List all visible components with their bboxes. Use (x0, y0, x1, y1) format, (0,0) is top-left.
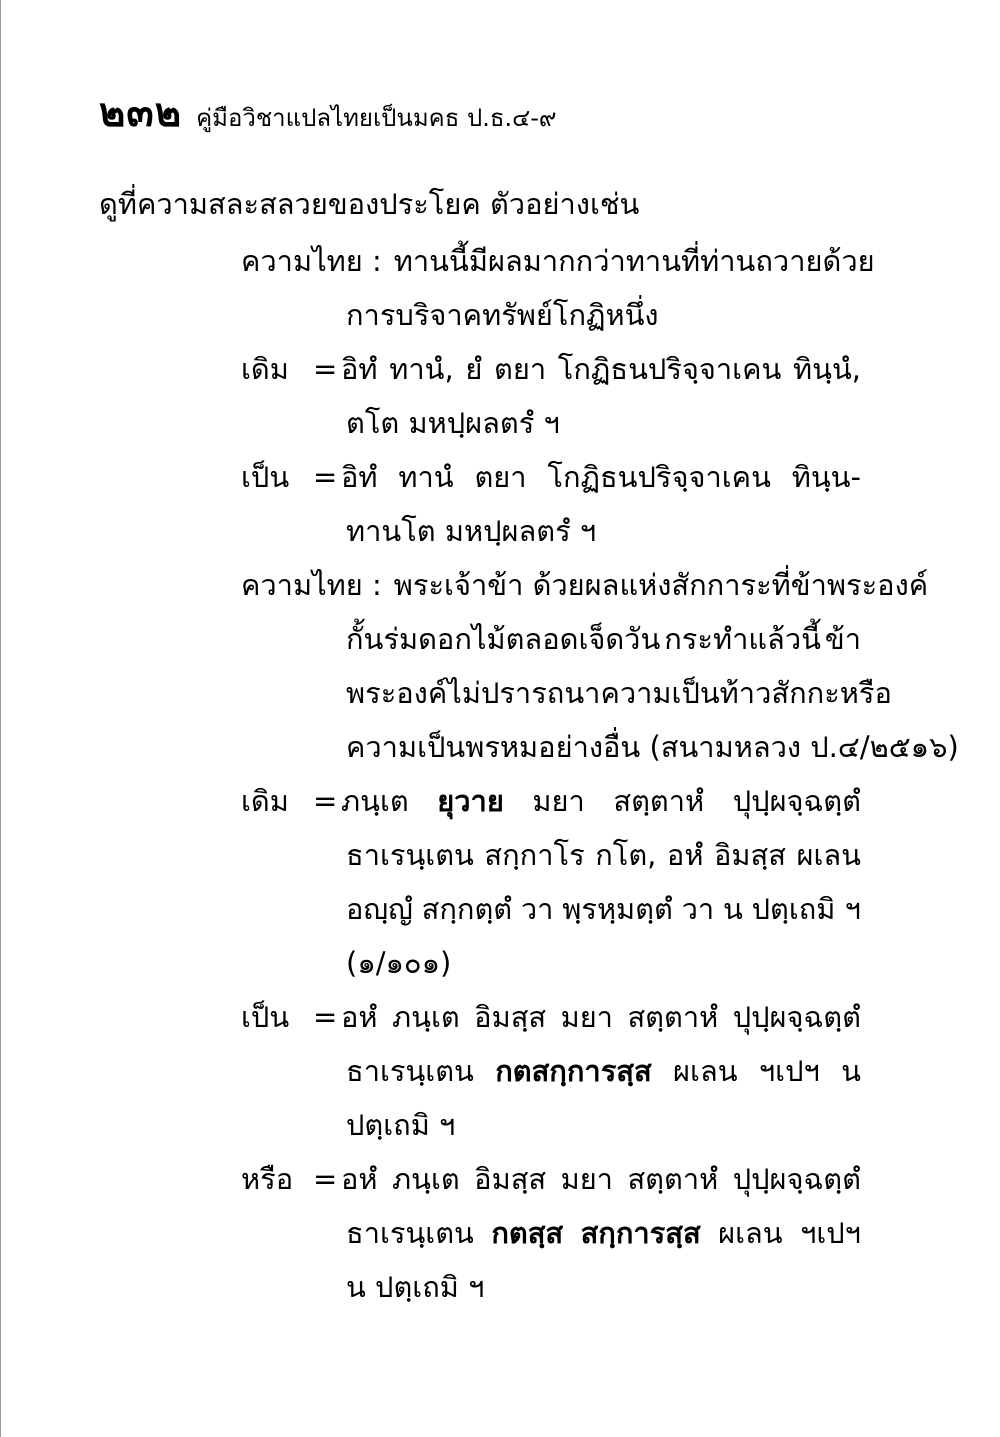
example-2 (241, 558, 959, 1314)
pali-text: อิทํ ทานํ ตยา โกฏิธนปริจฺจาเคน ทินฺน- (341, 460, 861, 494)
label-thai: ความไทย : (241, 568, 382, 602)
original-line (241, 774, 861, 828)
emphasized-word: กตสฺส (491, 1216, 564, 1250)
pali-text: อหํ ภนฺเต อิมสฺส มยา สตฺตาหํ ปุปฺผจฺฉตฺตํ (341, 1162, 861, 1196)
book-title: คู่มือวิชาแปลไทยเป็นมคธ ป.ธ.๔-๙ (196, 104, 557, 132)
pali-line: ธาเรนฺเตน สกฺกาโร กโต, อหํ อิมสฺส ผเลน (346, 838, 861, 872)
pali-line: ปตฺเถมิ ฯ (346, 1108, 456, 1142)
equals-sign: = (313, 1000, 338, 1034)
thai-translation-line: พระองค์ไม่ปรารถนาความเป็นท้าวสักกะ หรือ (346, 676, 892, 710)
alternative-line (241, 1152, 861, 1206)
pali-line: ธาเรนฺเตน กตสฺส สกฺการสฺส ผเลน ฯเปฯ (241, 1206, 861, 1260)
running-header (99, 80, 557, 144)
pali-line: อญฺญํ สกฺกตฺตํ วา พฺรหฺมตฺตํ วา น ปตฺเถมิ ฯ (346, 892, 861, 926)
label-original: เดิม (241, 784, 289, 818)
equals-sign: = (313, 352, 338, 386)
example-1 (241, 234, 875, 558)
page-number: ๒๓๒ (99, 90, 183, 136)
emphasized-word: กตสกฺการสฺส (495, 1054, 652, 1088)
revised-line (241, 990, 861, 1044)
label-alternative: หรือ (241, 1162, 294, 1196)
emphasized-word: สกฺการสฺส (580, 1216, 701, 1250)
equals-sign: = (313, 1162, 338, 1196)
citation: (๑/๑๐๑) (346, 946, 452, 980)
equals-sign: = (313, 460, 338, 494)
pali-text: ภนฺเต ยุวาย มยา สตฺตาหํ ปุปฺผจฺฉตฺตํ (341, 774, 861, 828)
thai-translation-line (241, 234, 875, 288)
pali-line: ทานโต มหปฺผลตรํ ฯ (346, 514, 597, 548)
thai-translation-line: กั้นร่มดอกไม้ตลอดเจ็ดวัน กระทำแล้วนี้ ข้า (346, 622, 861, 656)
pali-line: ธาเรนฺเตน กตสกฺการสฺส ผเลน ฯเปฯ น (241, 1044, 861, 1098)
equals-sign: = (313, 784, 338, 818)
label-thai: ความไทย : (241, 244, 382, 278)
pali-line: ตโต มหปฺผลตรํ ฯ (346, 406, 560, 440)
thai-translation-line: ความไทย : พระเจ้าข้า ด้วยผลแห่งสักการะที่ข้าพระองค์ (241, 558, 861, 612)
pali-text: อหํ ภนฺเต อิมสฺส มยา สตฺตาหํ ปุปฺผจฺฉตฺตํ (341, 1000, 861, 1034)
pali-text: อิทํ ทานํ, ยํ ตยา โกฏิธนปริจฺจาเคน ทินฺนํ, (341, 352, 861, 386)
revised-line (241, 450, 861, 504)
thai-translation-line: การบริจาคทรัพย์โกฏิหนึ่ง (346, 298, 659, 332)
thai-text: ทานนี้ มีผลมากกว่า ทานที่ท่านถวาย ด้วย (393, 244, 875, 278)
label-original: เดิม (241, 352, 289, 386)
label-revised: เป็น (241, 1000, 290, 1034)
pali-line: น ปตฺเถมิ ฯ (346, 1270, 485, 1304)
original-line (241, 342, 861, 396)
thai-translation-line: ความเป็นพรหมอย่างอื่น (สนามหลวง ป.๔/๒๕๑๖) (346, 730, 959, 764)
intro-line: ดูที่ความสละสลวยของประโยค ตัวอย่างเช่น (99, 187, 640, 221)
emphasized-word: ยุวาย (437, 784, 504, 818)
label-revised: เป็น (241, 460, 290, 494)
